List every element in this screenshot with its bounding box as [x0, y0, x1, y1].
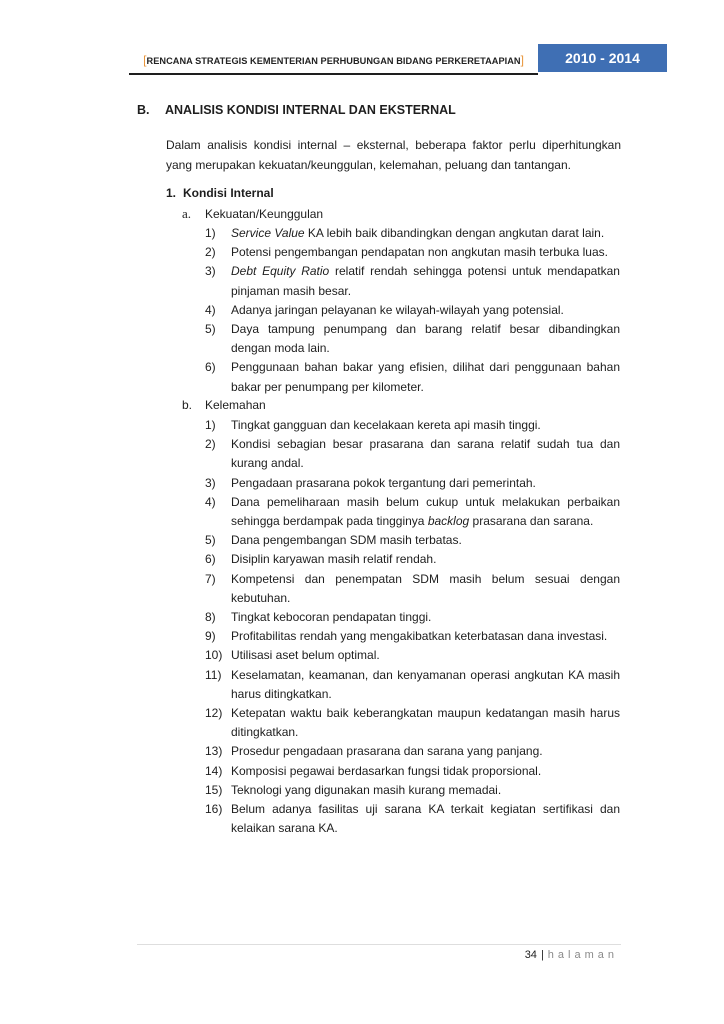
italic-term: backlog	[427, 514, 470, 529]
bracket-open: [	[143, 53, 147, 67]
item-text: Disiplin karyawan masih relatif rendah.	[231, 552, 437, 567]
list-item	[205, 800, 620, 838]
header-title	[143, 53, 524, 67]
item-text: Komposisi pegawai berdasarkan fungsi tidak proporsional.	[231, 763, 542, 778]
list-item-number: 6)	[205, 552, 216, 567]
list-item-number: 14)	[205, 763, 223, 778]
list-item-text	[231, 320, 620, 358]
list-item	[205, 742, 620, 761]
item-text: Teknologi yang digunakan masih kurang memadai.	[231, 782, 502, 797]
list-item	[205, 781, 620, 800]
list-item-number: 4)	[205, 302, 216, 317]
list-item-number: 7)	[205, 571, 216, 586]
footer-separator: |	[540, 949, 544, 961]
list-item-text	[231, 781, 620, 800]
list-item-number: 2)	[205, 437, 216, 452]
item-text: Adanya jaringan pelayanan ke wilayah-wilayah yang potensial.	[231, 302, 564, 317]
list-item-number: 16)	[205, 802, 223, 817]
header-title-text: RENCANA STRATEGIS KEMENTERIAN PERHUBUNGAN BIDANG PERKERETAAPIAN	[146, 56, 521, 66]
item-text: Prosedur pengadaan prasarana dan sarana yang panjang.	[231, 744, 543, 759]
list-item-number: 4)	[205, 494, 216, 509]
list-item	[205, 762, 620, 781]
list-item-number: 12)	[205, 706, 223, 721]
list-item-text	[231, 224, 620, 243]
list-item-number: 2)	[205, 245, 216, 260]
list-item-text	[231, 550, 620, 569]
list-item	[205, 570, 620, 608]
strengths-title: Kekuatan/Keunggulan	[205, 207, 324, 221]
list-item-number: 10)	[205, 648, 223, 663]
item-text: Kompetensi dan penempatan SDM masih belum sesuai dengan kebutuhan.	[231, 571, 620, 605]
list-item	[205, 493, 620, 531]
list-item-text	[231, 627, 620, 646]
list-item	[205, 627, 620, 646]
list-item	[205, 416, 620, 435]
list-item-number: 9)	[205, 629, 216, 644]
list-item-text	[231, 358, 620, 396]
list-item-text	[231, 262, 620, 300]
item-text: Tingkat gangguan dan kecelakaan kereta api masih tinggi.	[231, 418, 541, 432]
section-title: ANALISIS KONDISI INTERNAL DAN EKSTERNAL	[165, 103, 456, 117]
header-year-badge: 2010 - 2014	[538, 44, 667, 72]
section-number: B.	[137, 103, 150, 117]
list-item-text	[231, 416, 620, 435]
footer-rule	[137, 944, 621, 945]
list-item	[205, 301, 620, 320]
item-text: Belum adanya fasilitas uji sarana KA terkait kegiatan sertifikasi dan kelaikan sarana KA.	[231, 802, 620, 836]
list-item	[205, 608, 620, 627]
strengths-list	[205, 224, 620, 397]
italic-term: Service Value	[231, 226, 305, 240]
list-item	[205, 243, 620, 262]
item-text: relatif rendah sehingga potensi untuk mendapatkan pinjaman masih besar.	[231, 264, 620, 298]
list-item-number: 5)	[205, 322, 216, 337]
list-item-number: 1)	[205, 418, 216, 432]
list-item-text	[231, 531, 620, 550]
list-item-number: 1)	[205, 226, 216, 240]
strengths-letter: a.	[182, 206, 192, 221]
list-item-text	[231, 666, 620, 704]
list-item-number: 3)	[205, 264, 216, 279]
list-item-number: 11)	[205, 667, 222, 682]
list-item	[205, 531, 620, 550]
list-item-number: 3)	[205, 475, 216, 490]
list-item-number: 8)	[205, 610, 216, 625]
intro-paragraph: Dalam analisis kondisi internal – eksternal, beberapa faktor perlu diperhitungkan yang merupakan kekuatan/keunggulan, kelemahan, peluang dan tantangan.	[166, 138, 621, 172]
item-text: Dana pemeliharaan masih belum cukup untuk melakukan perbaikan sehingga berdampak pada tingginya	[231, 494, 620, 529]
list-item-text	[231, 762, 620, 781]
item-text: Utilisasi aset belum optimal.	[231, 648, 380, 663]
footer-word: halaman	[547, 949, 618, 961]
list-item-text	[231, 570, 620, 608]
page-number: 34	[524, 949, 537, 961]
italic-term: Debt Equity Ratio	[231, 264, 330, 279]
item-text: Daya tampung penumpang dan barang relatif besar dibandingkan dengan moda lain.	[231, 322, 620, 356]
item-text: Profitabilitas rendah yang mengakibatkan keterbatasan dana investasi.	[231, 629, 608, 644]
subsection-number: 1.	[166, 186, 177, 200]
list-item-number: 6)	[205, 360, 216, 375]
list-item-text	[231, 704, 620, 742]
subsection-title: Kondisi Internal	[183, 186, 274, 200]
list-item-text	[231, 243, 620, 262]
list-item-text	[231, 435, 620, 473]
item-text: Kondisi sebagian besar prasarana dan sarana relatif sudah tua dan kurang andal.	[231, 437, 620, 471]
item-text: Keselamatan, keamanan, dan kenyamanan operasi angkutan KA masih harus ditingkatkan.	[231, 667, 620, 701]
list-item-number: 5)	[205, 533, 216, 548]
list-item	[205, 320, 620, 358]
list-item-text	[231, 646, 620, 665]
strengths-heading	[182, 206, 323, 222]
item-text: Potensi pengembangan pendapatan non angkutan masih terbuka luas.	[231, 245, 608, 260]
list-item-text	[231, 474, 620, 493]
item-text: Ketepatan waktu baik keberangkatan maupun kedatangan masih harus ditingkatkan.	[231, 706, 620, 740]
list-item-text	[231, 608, 620, 627]
item-text: Pengadaan prasarana pokok tergantung dari pemerintah.	[231, 475, 536, 490]
item-text: Tingkat kebocoran pendapatan tinggi.	[231, 610, 432, 625]
bracket-close: ]	[520, 53, 524, 67]
weaknesses-list	[205, 416, 620, 838]
list-item-text	[231, 800, 620, 838]
list-item	[205, 435, 620, 473]
item-text: Dana pengembangan SDM masih terbatas.	[231, 533, 462, 548]
list-item-text	[231, 742, 620, 761]
page-footer	[525, 949, 618, 961]
list-item	[205, 358, 620, 396]
weaknesses-heading	[182, 398, 266, 412]
list-item	[205, 224, 620, 243]
item-text-after: prasarana dan sarana.	[469, 514, 594, 529]
list-item	[205, 262, 620, 300]
subsection-heading	[166, 186, 274, 200]
list-item-number: 15)	[205, 782, 223, 797]
weaknesses-title: Kelemahan	[205, 398, 266, 412]
list-item	[205, 550, 620, 569]
item-text: Penggunaan bahan bakar yang efisien, dilihat dari penggunaan bahan bakar per penumpang per kilometer.	[231, 360, 620, 394]
header-rule	[129, 73, 538, 75]
list-item	[205, 646, 620, 665]
list-item	[205, 474, 620, 493]
list-item-text	[231, 301, 620, 320]
page-header	[0, 0, 724, 80]
list-item	[205, 704, 620, 742]
list-item	[205, 666, 620, 704]
weaknesses-letter: b.	[182, 398, 193, 412]
section-heading	[137, 103, 456, 117]
list-item-text	[231, 493, 620, 531]
item-text: KA lebih baik dibandingkan dengan angkutan darat lain.	[304, 226, 605, 240]
list-item-number: 13)	[205, 744, 223, 759]
